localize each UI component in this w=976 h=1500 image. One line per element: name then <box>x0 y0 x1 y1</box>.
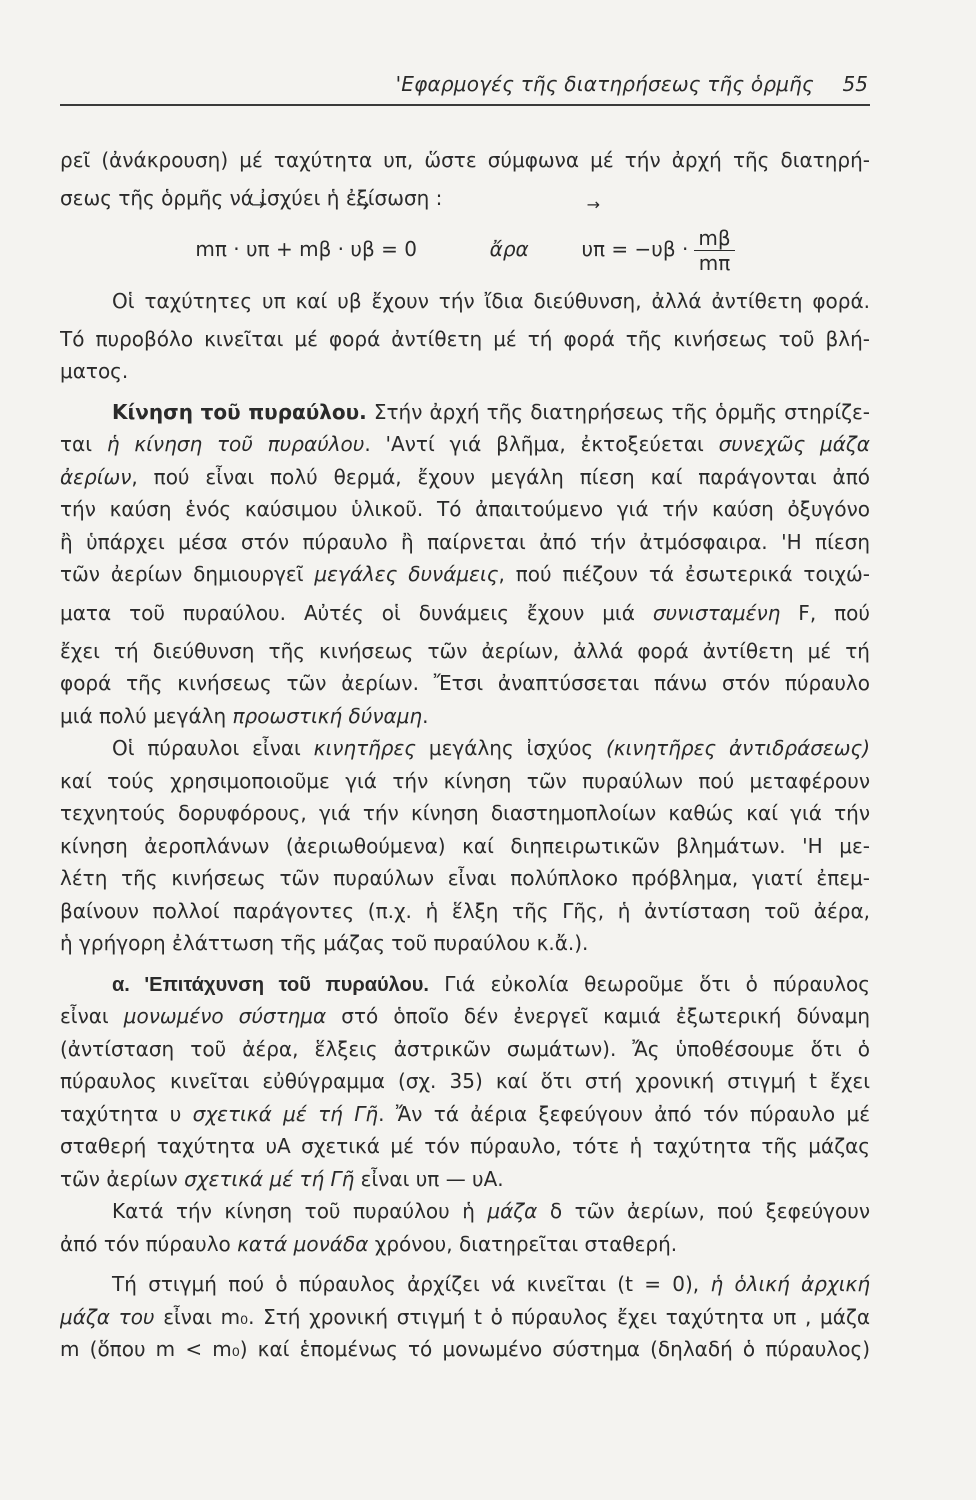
vector-force: → F <box>798 591 810 635</box>
text-line: ματα τοῦ πυραύλου. Αὐτές οἱ δυνάμεις ἔχουν μιά συνισταμένη → F, πού <box>60 591 870 635</box>
text-line: m (ὅπου m < m₀) καί ἑπομένως τό μονωμένο σύστημα (δηλαδή ὁ πύραυλος) <box>60 1337 870 1361</box>
page-number: 55 <box>842 72 868 96</box>
vector-v-beta: → υβ <box>350 219 374 279</box>
text-line: τῶν ἀερίων σχετικά μέ τή Γῆ εἶναι υπ — υΑ. <box>60 1166 504 1191</box>
text-line: λέτη τῆς κινήσεως τῶν πυραύλων εἶναι πολύπλοκο πρόβλημα, γιατί ἐπεμ- <box>60 866 870 890</box>
equation-momentum: mπ · → υπ + mβ · → υβ = 0 ἄρα → υπ = −υβ · $\frac{m\beta}{m\pi}$ <box>60 219 870 279</box>
vector-v-pi: → υπ <box>581 219 605 279</box>
text-line: καί τούς χρησιμοποιοῦμε γιά τήν κίνηση τῶν πυραύλων πού μεταφέρουν <box>60 768 870 793</box>
text-line: (ἀντίσταση τοῦ ἀέρα, ἕλξεις ἀστρικῶν σωμάτων). Ἄς ὑποθέσουμε ὅτι ὁ <box>60 1036 870 1061</box>
text-line: μιά πολύ μεγάλη προωστική δύναμη. <box>60 703 429 728</box>
text-line: ἀπό τόν πύραυλο κατά μονάδα χρόνου, διατηρεῖται σταθερή. <box>60 1231 678 1256</box>
text-line: φορά τῆς κινήσεως τῶν ἀερίων. Ἔτσι ἀναπτύσσεται πάνω στόν πύραυλο <box>60 671 870 695</box>
text-line: Κατά τήν κίνηση τοῦ πυραύλου ἡ μάζα δ τῶν ἀερίων, πού ξεφεύγουν <box>112 1199 870 1223</box>
text-line: Κίνηση τοῦ πυραύλου. Στήν ἀρχή τῆς διατηρήσεως τῆς ὁρμῆς στηρίζε- <box>112 399 870 424</box>
vector-v-pi: → υπ <box>246 219 270 279</box>
page-body <box>60 138 870 1366</box>
text-line: Τό πυροβόλο κινεῖται μέ φορά ἀντίθετη μέ τή φορά τῆς κινήσεως τοῦ βλή- <box>60 326 870 351</box>
section-heading: α. 'Επιτάχυνση τοῦ πυραύλου. <box>112 973 429 996</box>
text-line: ἢ ὑπάρχει μέσα στόν πύραυλο ἢ παίρνεται ἀπό τήν ἀτμόσφαιρα. 'Η πίεση <box>60 529 870 554</box>
text-line: τήν καύση ἑνός καύσιμου ὑλικοῦ. Τό ἀπαιτούμενο γιά τήν καύση ὀξυγόνο <box>60 497 870 521</box>
text-line: ταχύτητα υ σχετικά μέ τή Γῆ. Ἄν τά ἀέρια ξεφεύγουν ἀπό τόν πύραυλο μέ <box>60 1101 870 1126</box>
section-heading: Κίνηση τοῦ πυραύλου. <box>112 399 367 424</box>
text-line: ἔχει τή διεύθυνση τῆς κινήσεως τῶν ἀερίων, ἀλλά φορά ἀντίθετη μέ τή <box>60 638 870 663</box>
text-line: Οἱ ταχύτητες → υπ καί → υβ ἔχουν τήν ἴδια διεύθυνση, ἀλλά ἀντίθετη φορά. <box>60 279 870 323</box>
text-line: σεως τῆς ὁρμῆς νά ἰσχύει ἡ ἐξίσωση : <box>60 186 443 210</box>
vector-v-beta: → υβ <box>337 279 361 323</box>
text-line: σταθερή ταχύτητα υΑ σχετικά μέ τόν πύραυλο, τότε ἡ ταχύτητα τῆς μάζας <box>60 1134 870 1158</box>
text-line: ματος. <box>60 359 129 383</box>
text-line: βαίνουν πολλοί παράγοντες (π.χ. ἡ ἕλξη τῆς Γῆς, ἡ ἀντίσταση τοῦ ἀέρα, <box>60 898 870 923</box>
text-line: κίνηση ἀεροπλάνων (ἀεριωθούμενα) καί διηπειρωτικῶν βλημάτων. 'Η με- <box>60 833 870 858</box>
text-line: πύραυλος κινεῖται εὐθύγραμμα (σχ. 35) καί ὅτι στή χρονική στιγμή t ἔχει <box>60 1069 870 1093</box>
text-line: εἶναι μονωμένο σύστημα στό ὁποῖο δέν ἐνεργεῖ καμιά ἐξωτερική δύναμη <box>60 1004 870 1028</box>
text-line: Τή στιγμή πού ὁ πύραυλος ἀρχίζει νά κινεῖται (t = 0), ἡ ὁλική ἀρχική <box>112 1272 870 1296</box>
text-line: Οἱ πύραυλοι εἶναι κινητῆρες μεγάλης ἰσχύος (κινητῆρες ἀντιδράσεως) <box>112 736 870 760</box>
text-line: τῶν ἀερίων δημιουργεῖ μεγάλες δυνάμεις, πού πιέζουν τά ἐσωτερικά τοιχώ- <box>60 562 870 586</box>
text-line: ρεῖ (ἀνάκρουση) μέ ταχύτητα υπ, ὥστε σύμφωνα μέ τήν ἀρχή τῆς διατηρή- <box>60 148 870 172</box>
text-line: ται ἡ κίνηση τοῦ πυραύλου. 'Αντί γιά βλῆμα, ἐκτοξεύεται συνεχῶς μάζα <box>60 432 870 456</box>
text-line: τεχνητούς δορυφόρους, γιά τήν κίνηση διαστημοπλοίων καθώς καί γιά τήν <box>60 801 870 825</box>
fraction: $\frac{m\beta}{m\pi}$ <box>694 226 734 275</box>
vector-v-pi: → υπ <box>262 279 286 323</box>
header-title: 'Εφαρμογές τῆς διατηρήσεως τῆς ὁρμῆς <box>395 72 814 96</box>
text-line: ἀερίων, πού εἶναι πολύ θερμά, ἔχουν μεγάλη πίεση καί παράγονται ἀπό <box>60 464 870 489</box>
text-line: μάζα του εἶναι m₀. Στή χρονική στιγμή t ὁ πύραυλος ἔχει ταχύτητα υπ , μάζα <box>60 1304 870 1329</box>
running-header <box>60 70 870 106</box>
text-line: α. 'Επιτάχυνση τοῦ πυραύλου. Γιά εὐκολία θεωροῦμε ὅτι ὁ πύραυλος <box>112 971 870 996</box>
text-line: ἡ γρήγορη ἐλάττωση τῆς μάζας τοῦ πυραύλου κ.ἄ.). <box>60 931 589 955</box>
